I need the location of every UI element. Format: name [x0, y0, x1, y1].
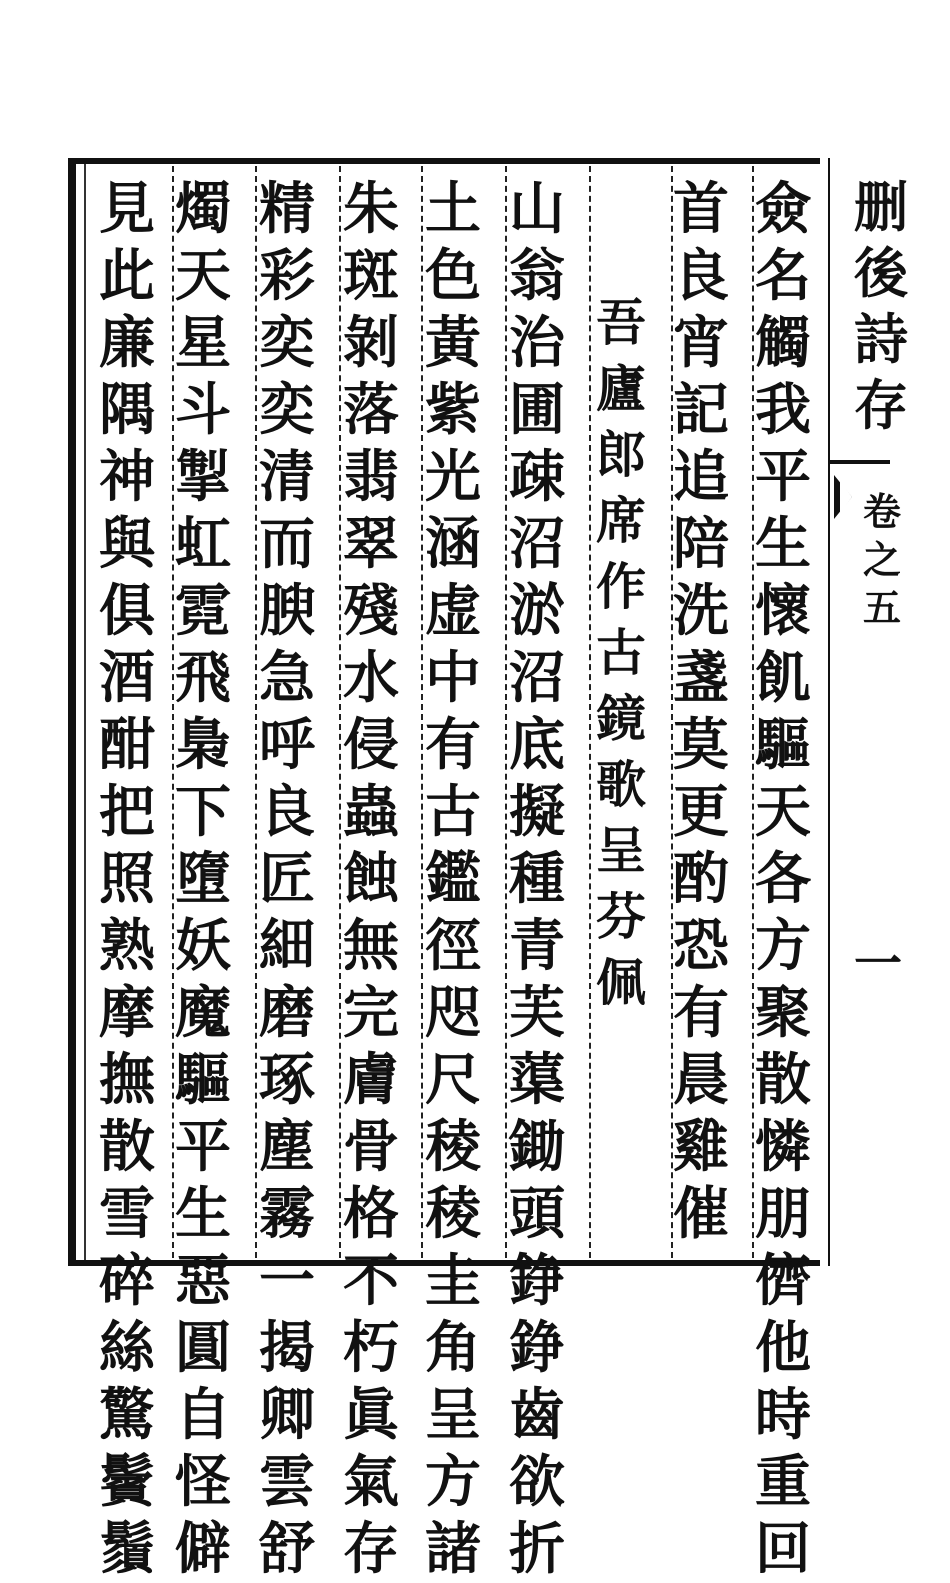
character: 紫	[425, 377, 481, 443]
character: 磨	[259, 980, 315, 1046]
character: 方	[755, 913, 811, 979]
character: 圓	[175, 1315, 231, 1381]
character: 而	[259, 511, 315, 577]
character: 熟	[99, 913, 155, 979]
character: 舒	[259, 1516, 315, 1582]
character: 欲	[509, 1449, 565, 1515]
character: 眞	[343, 1382, 399, 1448]
character: 聚	[755, 980, 811, 1046]
character: 奕	[259, 310, 315, 376]
text-column	[748, 176, 818, 1583]
character: 虹	[175, 511, 231, 577]
character: 驚	[99, 1382, 155, 1448]
character: 尺	[425, 1047, 481, 1113]
character: 翁	[509, 243, 565, 309]
character: 與	[99, 511, 155, 577]
character: 匠	[259, 846, 315, 912]
character: 塵	[259, 1114, 315, 1180]
character: 圭	[425, 1248, 481, 1314]
character: 腴	[259, 578, 315, 644]
character: 恐	[673, 913, 729, 979]
character: 平	[175, 1114, 231, 1180]
character: 治	[509, 310, 565, 376]
fish-tail-bar	[830, 460, 890, 464]
character: 星	[175, 310, 231, 376]
character: 折	[509, 1516, 565, 1582]
character: 他	[755, 1315, 811, 1381]
character: 後	[854, 241, 908, 305]
character: 古	[596, 623, 646, 682]
character: 錚	[509, 1315, 565, 1381]
frame-left-inner-line	[84, 164, 86, 1260]
character: 斗	[175, 377, 231, 443]
character: 撫	[99, 1047, 155, 1113]
character: 古	[425, 779, 481, 845]
character: 細	[259, 913, 315, 979]
character: 沼	[509, 511, 565, 577]
character: 山	[509, 176, 565, 242]
character: 各	[755, 846, 811, 912]
character: 天	[755, 779, 811, 845]
character: 擬	[509, 779, 565, 845]
character: 呈	[596, 821, 646, 880]
character: 淤	[509, 578, 565, 644]
character: 生	[175, 1181, 231, 1247]
character: 卷	[862, 489, 901, 534]
character: 鬚	[99, 1516, 155, 1582]
character: 催	[673, 1181, 729, 1247]
character: 佩	[596, 953, 646, 1012]
character: 霧	[259, 1181, 315, 1247]
character: 懷	[755, 578, 811, 644]
character: 虚	[425, 578, 481, 644]
character: 存	[343, 1516, 399, 1582]
character: 觸	[755, 310, 811, 376]
character: 墮	[175, 846, 231, 912]
character: 一	[259, 1248, 315, 1314]
character: 色	[425, 243, 481, 309]
text-column	[418, 176, 488, 1583]
character: 斑	[343, 243, 399, 309]
character: 五	[862, 585, 901, 630]
character: 錚	[509, 1248, 565, 1314]
character: 翡	[343, 444, 399, 510]
character: 雪	[99, 1181, 155, 1247]
character: 摩	[99, 980, 155, 1046]
character: 徑	[425, 913, 481, 979]
fore-edge-margin	[828, 0, 950, 1425]
character: 首	[673, 176, 729, 242]
character: 見	[99, 176, 155, 242]
volume-label	[854, 488, 910, 632]
character: 記	[673, 377, 729, 443]
frame-top-border	[72, 158, 820, 164]
character: 咫	[425, 980, 481, 1046]
character: 氣	[343, 1449, 399, 1515]
character: 清	[259, 444, 315, 510]
character: 涵	[425, 511, 481, 577]
character: 莫	[673, 712, 729, 778]
character: 重	[755, 1449, 811, 1515]
character: 下	[175, 779, 231, 845]
character: 陪	[673, 511, 729, 577]
character: 存	[854, 373, 908, 437]
text-column	[666, 176, 736, 1248]
character: 中	[425, 645, 481, 711]
text-column	[252, 176, 322, 1583]
character: 彩	[259, 243, 315, 309]
character: 燭	[175, 176, 231, 242]
character: 呈	[425, 1382, 481, 1448]
character: 鬢	[99, 1449, 155, 1515]
character: 自	[175, 1382, 231, 1448]
character: 有	[425, 712, 481, 778]
character: 酒	[99, 645, 155, 711]
character: 完	[343, 980, 399, 1046]
character: 良	[259, 779, 315, 845]
character: 侵	[343, 712, 399, 778]
character: 奕	[259, 377, 315, 443]
character: 酣	[99, 712, 155, 778]
character: 時	[755, 1382, 811, 1448]
character: 歌	[596, 755, 646, 814]
character: 吾	[596, 293, 646, 352]
character: 宵	[673, 310, 729, 376]
character: 惡	[175, 1248, 231, 1314]
character: 憐	[755, 1114, 811, 1180]
character: 揭	[259, 1315, 315, 1381]
character: 方	[425, 1449, 481, 1515]
character: 平	[755, 444, 811, 510]
character: 琢	[259, 1047, 315, 1113]
character: 底	[509, 712, 565, 778]
character: 芙	[509, 980, 565, 1046]
character: 雞	[673, 1114, 729, 1180]
character: 俱	[99, 578, 155, 644]
character: 呼	[259, 712, 315, 778]
character: 妖	[175, 913, 231, 979]
character: 掣	[175, 444, 231, 510]
character: 把	[99, 779, 155, 845]
character: 僉	[755, 176, 811, 242]
character: 梟	[175, 712, 231, 778]
character: 剝	[343, 310, 399, 376]
character: 青	[509, 913, 565, 979]
character: 精	[259, 176, 315, 242]
poem-title-column	[586, 290, 656, 1016]
character: 土	[425, 176, 481, 242]
character: 沼	[509, 645, 565, 711]
character: 碎	[99, 1248, 155, 1314]
character: 更	[673, 779, 729, 845]
character: 稜	[425, 1114, 481, 1180]
character: 蝕	[343, 846, 399, 912]
character: 卿	[259, 1382, 315, 1448]
character: 散	[755, 1047, 811, 1113]
character: 郎	[596, 425, 646, 484]
character: 我	[755, 377, 811, 443]
text-column	[502, 176, 572, 1583]
character: 之	[862, 537, 901, 582]
character: 無	[343, 913, 399, 979]
character: 廬	[596, 359, 646, 418]
character: 回	[755, 1516, 811, 1582]
book-title	[850, 174, 912, 438]
page-number: 一	[853, 936, 902, 992]
character: 洗	[673, 578, 729, 644]
character: 酌	[673, 846, 729, 912]
character: 怪	[175, 1449, 231, 1515]
character: 光	[425, 444, 481, 510]
character: 急	[259, 645, 315, 711]
character: 膚	[343, 1047, 399, 1113]
character: 朽	[343, 1315, 399, 1381]
character: 詩	[854, 307, 908, 371]
character: 神	[99, 444, 155, 510]
character: 雲	[259, 1449, 315, 1515]
character: 稜	[425, 1181, 481, 1247]
character: 删	[854, 175, 908, 239]
character: 疎	[509, 444, 565, 510]
character: 良	[673, 243, 729, 309]
character: 圃	[509, 377, 565, 443]
character: 魔	[175, 980, 231, 1046]
character: 盞	[673, 645, 729, 711]
text-column	[168, 176, 238, 1583]
character: 生	[755, 511, 811, 577]
character: 翠	[343, 511, 399, 577]
character: 蟲	[343, 779, 399, 845]
character: 殘	[343, 578, 399, 644]
character: 晨	[673, 1047, 729, 1113]
character: 芬	[596, 887, 646, 946]
character: 不	[343, 1248, 399, 1314]
character: 落	[343, 377, 399, 443]
text-column	[336, 176, 406, 1583]
character: 骨	[343, 1114, 399, 1180]
character: 僻	[175, 1516, 231, 1582]
character: 黃	[425, 310, 481, 376]
character: 蕖	[509, 1047, 565, 1113]
character: 朋	[755, 1181, 811, 1247]
character: 飢	[755, 645, 811, 711]
character: 廉	[99, 310, 155, 376]
character: 角	[425, 1315, 481, 1381]
character: 頭	[509, 1181, 565, 1247]
character: 儕	[755, 1248, 811, 1314]
character: 朱	[343, 176, 399, 242]
text-column	[92, 176, 162, 1583]
character: 諸	[425, 1516, 481, 1582]
character: 水	[343, 645, 399, 711]
frame-left-border	[68, 158, 76, 1266]
character: 名	[755, 243, 811, 309]
character: 鏡	[596, 689, 646, 748]
character: 作	[596, 557, 646, 616]
character: 隅	[99, 377, 155, 443]
character: 驅	[755, 712, 811, 778]
character: 鋤	[509, 1114, 565, 1180]
character: 霓	[175, 578, 231, 644]
character: 鑑	[425, 846, 481, 912]
character: 絲	[99, 1315, 155, 1381]
character: 席	[596, 491, 646, 550]
character: 飛	[175, 645, 231, 711]
character: 齒	[509, 1382, 565, 1448]
character: 種	[509, 846, 565, 912]
margin-divider	[828, 158, 830, 1266]
character: 照	[99, 846, 155, 912]
character: 天	[175, 243, 231, 309]
character: 有	[673, 980, 729, 1046]
character: 驅	[175, 1047, 231, 1113]
character: 此	[99, 243, 155, 309]
character: 散	[99, 1114, 155, 1180]
character: 格	[343, 1181, 399, 1247]
character: 追	[673, 444, 729, 510]
